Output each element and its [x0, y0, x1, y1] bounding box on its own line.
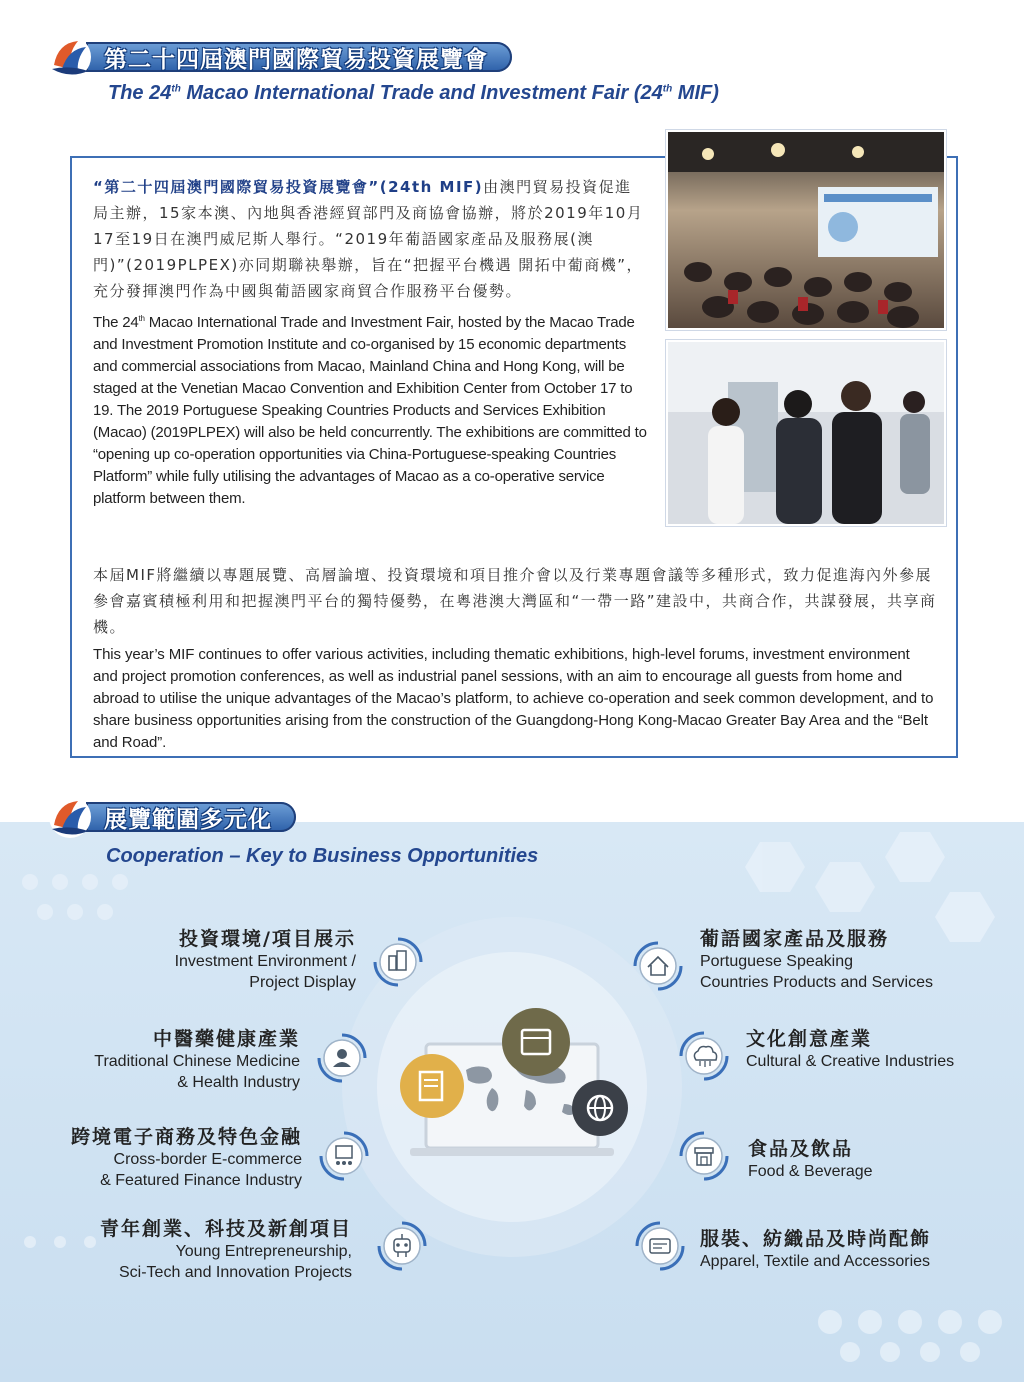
item-title-en: Cross-border E-commerce: [113, 1151, 302, 1168]
activities-paragraph-zh: 本屆MIF將繼續以專題展覽、高層論壇、投資環境和項目推介會以及行業專題會議等多種形式，致力促進海內外參展參會嘉賓積極利用和把握澳門平台的獨特優勢，在粵港澳大灣區和“一帶一路”建設中，共商合作，共謀發展，共享商機。: [93, 566, 937, 636]
item-title-en: Cultural & Creative Industries: [746, 1053, 955, 1070]
title-en-sup: th: [662, 83, 673, 95]
section1-title-en: [108, 82, 719, 105]
intro-text-block: [93, 174, 648, 510]
item-title-en: Countries Products and Services: [700, 974, 933, 991]
section1-banner: [48, 40, 512, 74]
scope-item-investment-environment: [100, 924, 356, 993]
laptop-world-map-icon: [396, 1008, 628, 1168]
intro-en-pre: The 24: [93, 314, 139, 331]
mif-logo-icon: [48, 35, 92, 79]
title-en-part: The 24: [108, 82, 172, 104]
section1-title-bar: [86, 42, 512, 72]
conference-hall-photo: [666, 130, 946, 330]
item-title-en: Investment Environment /: [174, 953, 356, 970]
intro-zh-rest: 由澳門貿易投資促進局主辦，15家本澳、內地與香港經貿部門及商協會協辦，將於2019年10月17至19日在澳門威尼斯人舉行。“2019年葡語國家產品及服務展(澳門)”(2019PLPEX)亦同期聯袂舉辦，旨在“把握平台機遇 開拓中葡商機”，充分發揮澳門作為中國與葡語國家商貿合作服務平台優勢。: [93, 178, 644, 300]
mif-activities-text-block: [93, 562, 938, 754]
house-icon: [632, 940, 684, 992]
item-title-en: Food & Beverage: [748, 1163, 873, 1180]
scope-item-young-entrepreneurship: [80, 1214, 352, 1283]
item-title-zh: 文化創意產業: [746, 1028, 873, 1050]
intro-paragraph-zh: [93, 174, 648, 304]
item-title-en: Sci-Tech and Innovation Projects: [118, 1264, 352, 1281]
intro-paragraph-en: [93, 308, 648, 510]
item-title-en: & Featured Finance Industry: [100, 1172, 302, 1189]
scope-item-apparel-textile: [700, 1224, 1000, 1272]
activities-paragraph-en: This year’s MIF continues to offer various activities, including thematic exhibitions, high-level forums, investment environment and project promotion conferences, as well as industrial panel sessions, with an aim to encourage all guests from home and abroad to utilise the unique advantages of the Macao’s platform, to achieve co-operation and seek common development, and to share business opportunities arising from the construction of the Guangdong-Hong Kong-Macao Greater Bay Area and the “Belt and Road”.: [93, 646, 934, 751]
item-title-zh: 投資環境/項目展示: [179, 928, 356, 950]
scope-item-cultural-creative: [746, 1024, 1006, 1072]
title-en-part: MIF): [672, 82, 719, 104]
intro-en-rest: Macao International Trade and Investment Fair, hosted by the Macao Trade and Investment Promotion Institute and co-organised by 15 economic departments and commercial associations from Macao, Mainland China and Hong Kong, will be staged at the Venetian Macao Convention and Exhibition Center from October 17 to 19. The 2019 Portuguese Speaking Countries Products and Services Exhibition (Macao) (2019PLPEX) will also be held concurrently. The exhibitions are committed to “opening up co-operation opportunities via China-Portuguese-speaking Countries Platform” while fully utilising the advantages of Macao as a co-operative service platform between them.: [93, 314, 647, 507]
title-en-part: Macao International Trade and Investment Fair (24: [180, 82, 663, 104]
scope-item-food-beverage: [748, 1134, 988, 1182]
scope-item-portuguese-products: [700, 924, 1000, 993]
section2-title-bar: [86, 802, 296, 832]
ecommerce-icon: [318, 1130, 370, 1182]
item-title-zh: 葡語國家產品及服務: [700, 928, 890, 950]
health-person-icon: [316, 1032, 368, 1084]
mif-logo-icon: [48, 795, 92, 839]
item-title-zh: 青年創業、科技及新創項目: [99, 1218, 352, 1240]
item-title-en: Apparel, Textile and Accessories: [700, 1253, 931, 1270]
cloud-icon: [678, 1030, 730, 1082]
buildings-icon: [372, 936, 424, 988]
scope-item-chinese-medicine: [60, 1024, 300, 1093]
intro-en-sup: th: [138, 314, 145, 323]
scope-item-cross-border-ecommerce: [40, 1122, 302, 1191]
section2-banner: [48, 800, 296, 834]
store-icon: [678, 1130, 730, 1182]
item-title-zh: 食品及飲品: [748, 1138, 854, 1160]
card-icon: [634, 1220, 686, 1272]
meeting-people-photo: [666, 340, 946, 526]
section2-title-zh: 展覽範圍多元化: [104, 806, 272, 833]
item-title-en: Traditional Chinese Medicine: [94, 1053, 300, 1070]
item-title-en: Young Entrepreneurship,: [175, 1243, 352, 1260]
intro-zh-bold: “第二十四屆澳門國際貿易投資展覽會”(24th MIF): [93, 178, 484, 196]
item-title-zh: 跨境電子商務及特色金融: [70, 1126, 302, 1148]
title-en-sup: th: [171, 83, 181, 95]
section1-title-zh: 第二十四屆澳門國際貿易投資展覽會: [104, 46, 488, 73]
item-title-en: & Health Industry: [177, 1074, 300, 1091]
robot-icon: [376, 1220, 428, 1272]
item-title-en: Portuguese Speaking: [700, 953, 853, 970]
conference-hall-image: [668, 132, 944, 328]
meeting-people-image: [668, 342, 944, 524]
item-title-zh: 中醫藥健康產業: [152, 1028, 300, 1050]
item-title-zh: 服裝、紡織品及時尚配飾: [700, 1228, 932, 1250]
section2-title-en: Cooperation – Key to Business Opportunities: [106, 845, 539, 867]
item-title-en: Project Display: [249, 974, 356, 991]
